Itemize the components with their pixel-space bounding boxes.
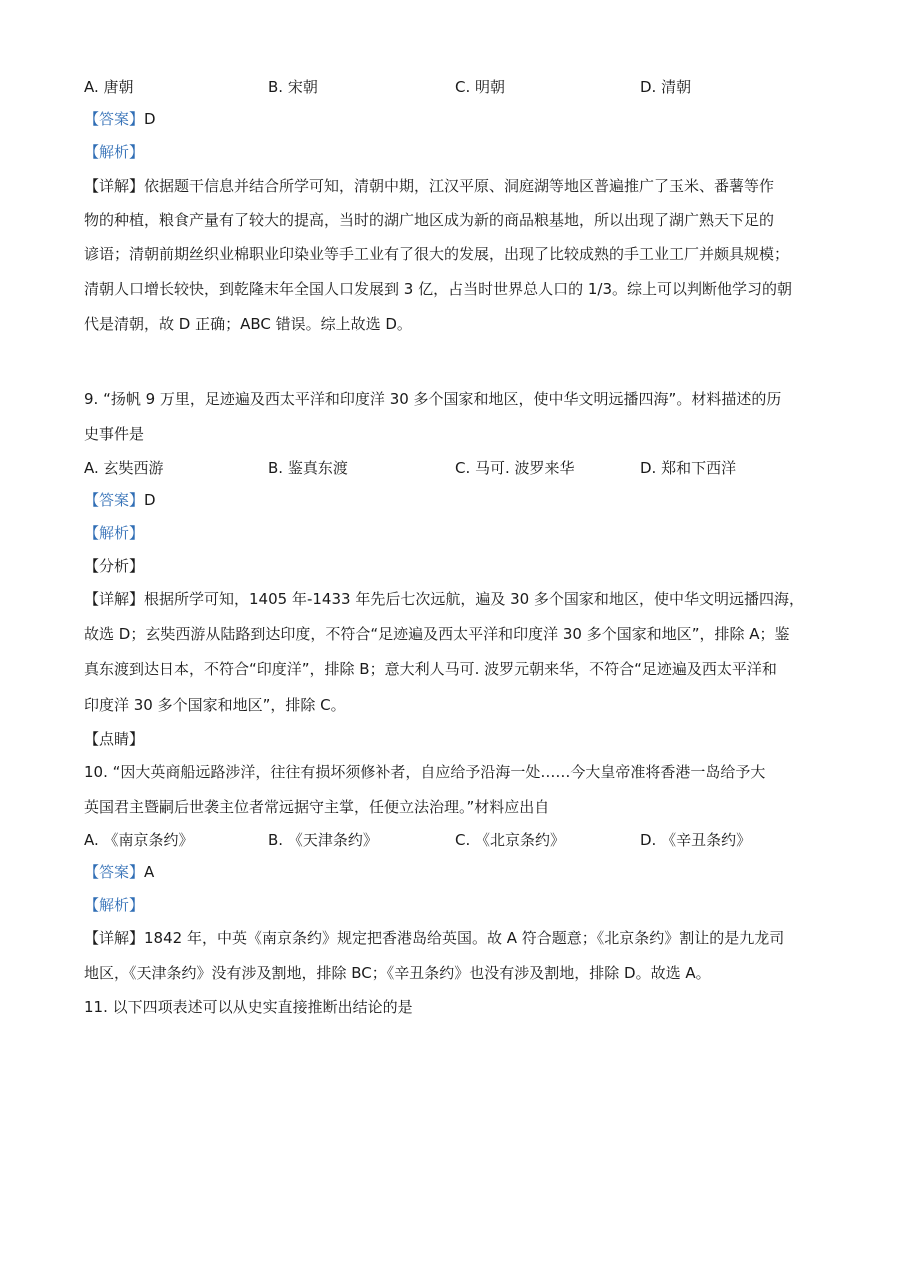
- q11-stem: 11. 以下四项表述可以从史实直接推断出结论的是: [84, 998, 413, 1016]
- q8-detail-line-3: 谚语；清朝前期丝织业棉职业印染业等手工业有了很大的发展，出现了比较成熟的手工业工厂并颇具规模；: [84, 245, 790, 263]
- q10-option-a: A. 《南京条约》: [84, 831, 194, 849]
- q10-stem-line-2: 英国君主暨嗣后世袭主位者常远据守主掌，任便立法治理。”材料应出自: [84, 798, 550, 816]
- q9-dianjing-tag: 【点睛】: [84, 730, 145, 748]
- q9-option-b: B. 鉴真东渡: [268, 459, 348, 477]
- q9-detail-line-2: 故选 D；玄奘西游从陆路到达印度，不符合“足迹遍及西太平洋和印度洋 30 多个国家和地区”，排除 A；鉴: [84, 625, 790, 643]
- q10-answer-line: [84, 862, 154, 882]
- q9-option-c: C. 马可. 波罗来华: [455, 459, 575, 477]
- answer-value: A: [144, 863, 155, 881]
- q9-answer-line: [84, 490, 156, 510]
- answer-value: D: [144, 110, 156, 128]
- q9-stem-line-1: 9. “扬帆 9 万里，足迹遍及西太平洋和印度洋 30 多个国家和地区，使中华文明远播四海”。材料描述的历: [84, 390, 782, 408]
- q9-option-d: D. 郑和下西洋: [640, 459, 737, 477]
- detail-text: 根据所学可知，1405 年-1433 年先后七次远航，遍及 30 多个国家和地区，使中华文明远播四海，: [144, 590, 804, 608]
- q8-analysis-tag: 【解析】: [84, 143, 145, 161]
- q8-answer-line: [84, 109, 156, 129]
- q10-stem-line-1: 10. “因大英商船远路涉洋，往往有损坏须修补者，自应给予沿海一处……今大皇帝准将香港一岛给予大: [84, 763, 766, 781]
- q8-option-a: A. 唐朝: [84, 78, 134, 96]
- detail-tag: 【详解】: [84, 177, 145, 195]
- q9-option-a: A. 玄奘西游: [84, 459, 164, 477]
- q8-detail-line-4: 清朝人口增长较快，到乾隆末年全国人口发展到 3 亿，占当时世界总人口的 1/3。综上可以判断他学习的朝: [84, 280, 792, 298]
- answer-tag: 【答案】: [84, 110, 145, 128]
- answer-tag: 【答案】: [84, 491, 145, 509]
- q8-option-d: D. 清朝: [640, 78, 692, 96]
- detail-tag: 【详解】: [84, 590, 145, 608]
- q10-option-d: D. 《辛丑条约》: [640, 831, 752, 849]
- q10-option-c: C. 《北京条约》: [455, 831, 566, 849]
- q9-detail-line-4: 印度洋 30 多个国家和地区”，排除 C。: [84, 696, 346, 714]
- detail-text: 1842 年，中英《南京条约》规定把香港岛给英国。故 A 符合题意；《北京条约》割让的是九龙司: [144, 929, 785, 947]
- q9-detail-line-1: [84, 589, 804, 609]
- q10-analysis-tag: 【解析】: [84, 896, 145, 914]
- answer-value: D: [144, 491, 156, 509]
- q8-detail-line-5: 代是清朝，故 D 正确；ABC 错误。综上故选 D。: [84, 315, 412, 333]
- q9-stem-line-2: 史事件是: [84, 425, 145, 443]
- q9-analysis-tag: 【解析】: [84, 524, 145, 542]
- q8-detail-line-2: 物的种植，粮食产量有了较大的提高，当时的湖广地区成为新的商品粮基地，所以出现了湖广熟天下足的: [84, 211, 775, 229]
- q8-option-b: B. 宋朝: [268, 78, 318, 96]
- q10-detail-line-2: 地区，《天津条约》没有涉及割地，排除 BC；《辛丑条约》也没有涉及割地，排除 D。故选 A。: [84, 964, 711, 982]
- q8-detail-line-1: [84, 176, 774, 196]
- q10-detail-line-1: [84, 928, 784, 948]
- detail-tag: 【详解】: [84, 929, 145, 947]
- q10-option-b: B. 《天津条约》: [268, 831, 378, 849]
- detail-text: 依据题干信息并结合所学可知，清朝中期，江汉平原、洞庭湖等地区普遍推广了玉米、番薯等作: [144, 177, 775, 195]
- answer-tag: 【答案】: [84, 863, 145, 881]
- q9-detail-line-3: 真东渡到达日本，不符合“印度洋”，排除 B；意大利人马可. 波罗元朝来华，不符合“足迹遍及西太平洋和: [84, 660, 777, 678]
- q8-option-c: C. 明朝: [455, 78, 506, 96]
- q9-fenxi-tag: 【分析】: [84, 557, 145, 575]
